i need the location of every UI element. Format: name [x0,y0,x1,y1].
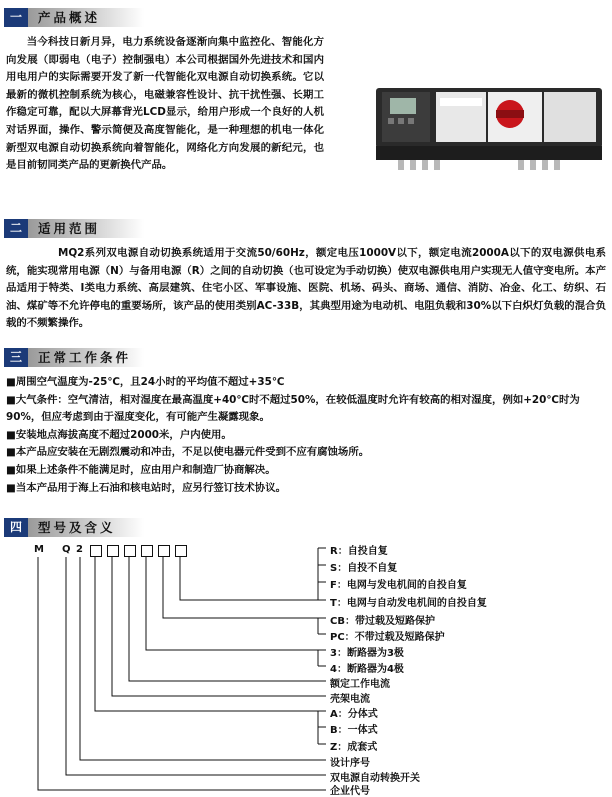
model-label: 额定工作电流 [330,679,390,690]
section-number: 二 [4,219,28,238]
section-title: 适用范围 [38,221,101,236]
condition-item: ■当本产品用于海上石油和核电站时，应另行签订技术协议。 [6,481,286,494]
section-number: 一 [4,8,28,27]
code-letter-2: 2 [76,544,83,555]
code-letter-q: Q [62,544,71,555]
model-label: B：一体式 [330,725,378,736]
section-number: 四 [4,518,28,537]
code-letter-m: M [34,544,44,555]
section-number: 三 [4,348,28,367]
section-title: 正常工作条件 [38,350,132,365]
model-label: A：分体式 [330,709,378,720]
scope-paragraph: MQ2系列双电源自动切换系统适用于交流50/60Hz，额定电压1000V以下，额定电流2000A以下的双电源供电系统，能实现常用电源（N）与备用电源（R）之间的自动切换（也可设定为手动切换）使双电源供电用户实现无人值守变电所。本产品适用于特类、Ⅰ类电力系统、高层建筑、住宅小区、军事设施、医院、机场、码头、商场、通信、消防、冶金、化工、纺织、石油、煤矿等不允许停电的重要场所，该产品的使用类别AC-33B，其典型用途为电动机、电阻负载和30%以下白炽灯负载的混合负载的不频繁操作。 [6,247,606,330]
condition-item: ■大气条件：空气清洁，相对湿度在最高温度+40℃时不超过50%，在较低温度时允许有较高的相对湿度，例如+20℃时为90%，但应考虑到由于湿度变化，有可能产生凝露现象。 [6,393,580,424]
condition-item: ■周围空气温度为-25℃，且24小时的平均值不超过+35℃ [6,376,285,388]
model-label: S：自投不自复 [330,563,398,574]
overview-paragraph: 当今科技日新月异，电力系统设备逐渐向集中监控化、智能化方向发展（即弱电（电子）控制强电）本公司根据国外先进技术和国内用电用户的实际需要开发了新一代智能化双电源自动切换系统。它以最新的微机控制系统为核心，电磁兼容性设计、抗干扰性强、长期工作稳定可靠，配以大屏幕背光LCD显示，给用户形成一个良好的人机对话界面，操作、警示简便及高度智能化，是一种理想的机电一体化新型双电源自动切换系统向着智能化，网络化方向发展的新纪元，也是目前韧同类产品的更新换代产品。 [6,36,324,172]
model-label: PC：不带过载及短路保护 [330,632,445,643]
condition-item: ■安装地点海拔高度不超过2000米，户内使用。 [6,428,232,441]
model-label: 双电源自动转换开关 [330,773,420,784]
model-label: 设计序号 [330,758,370,769]
model-label: R：自投自复 [330,546,388,557]
condition-item: ■如果上述条件不能满足时，应由用户和制造厂协商解决。 [6,463,276,476]
model-label: CB：带过载及短路保护 [330,616,435,627]
model-label: F：电网与发电机间的自投自复 [330,580,467,591]
model-label: 壳架电流 [330,694,370,705]
model-label: T：电网与自动发电机间的自投自复 [330,598,487,609]
section-title: 型号及含义 [38,520,116,535]
model-label: 4：断路器为4极 [330,664,404,675]
condition-item: ■本产品应安装在无剧烈震动和冲击，不足以使电器元件受到不应有腐蚀场所。 [6,446,370,459]
model-label: Z：成套式 [330,742,378,753]
model-label: 3：断路器为3极 [330,648,404,659]
model-label: 企业代号 [330,786,370,797]
section-title: 产品概述 [38,10,101,25]
